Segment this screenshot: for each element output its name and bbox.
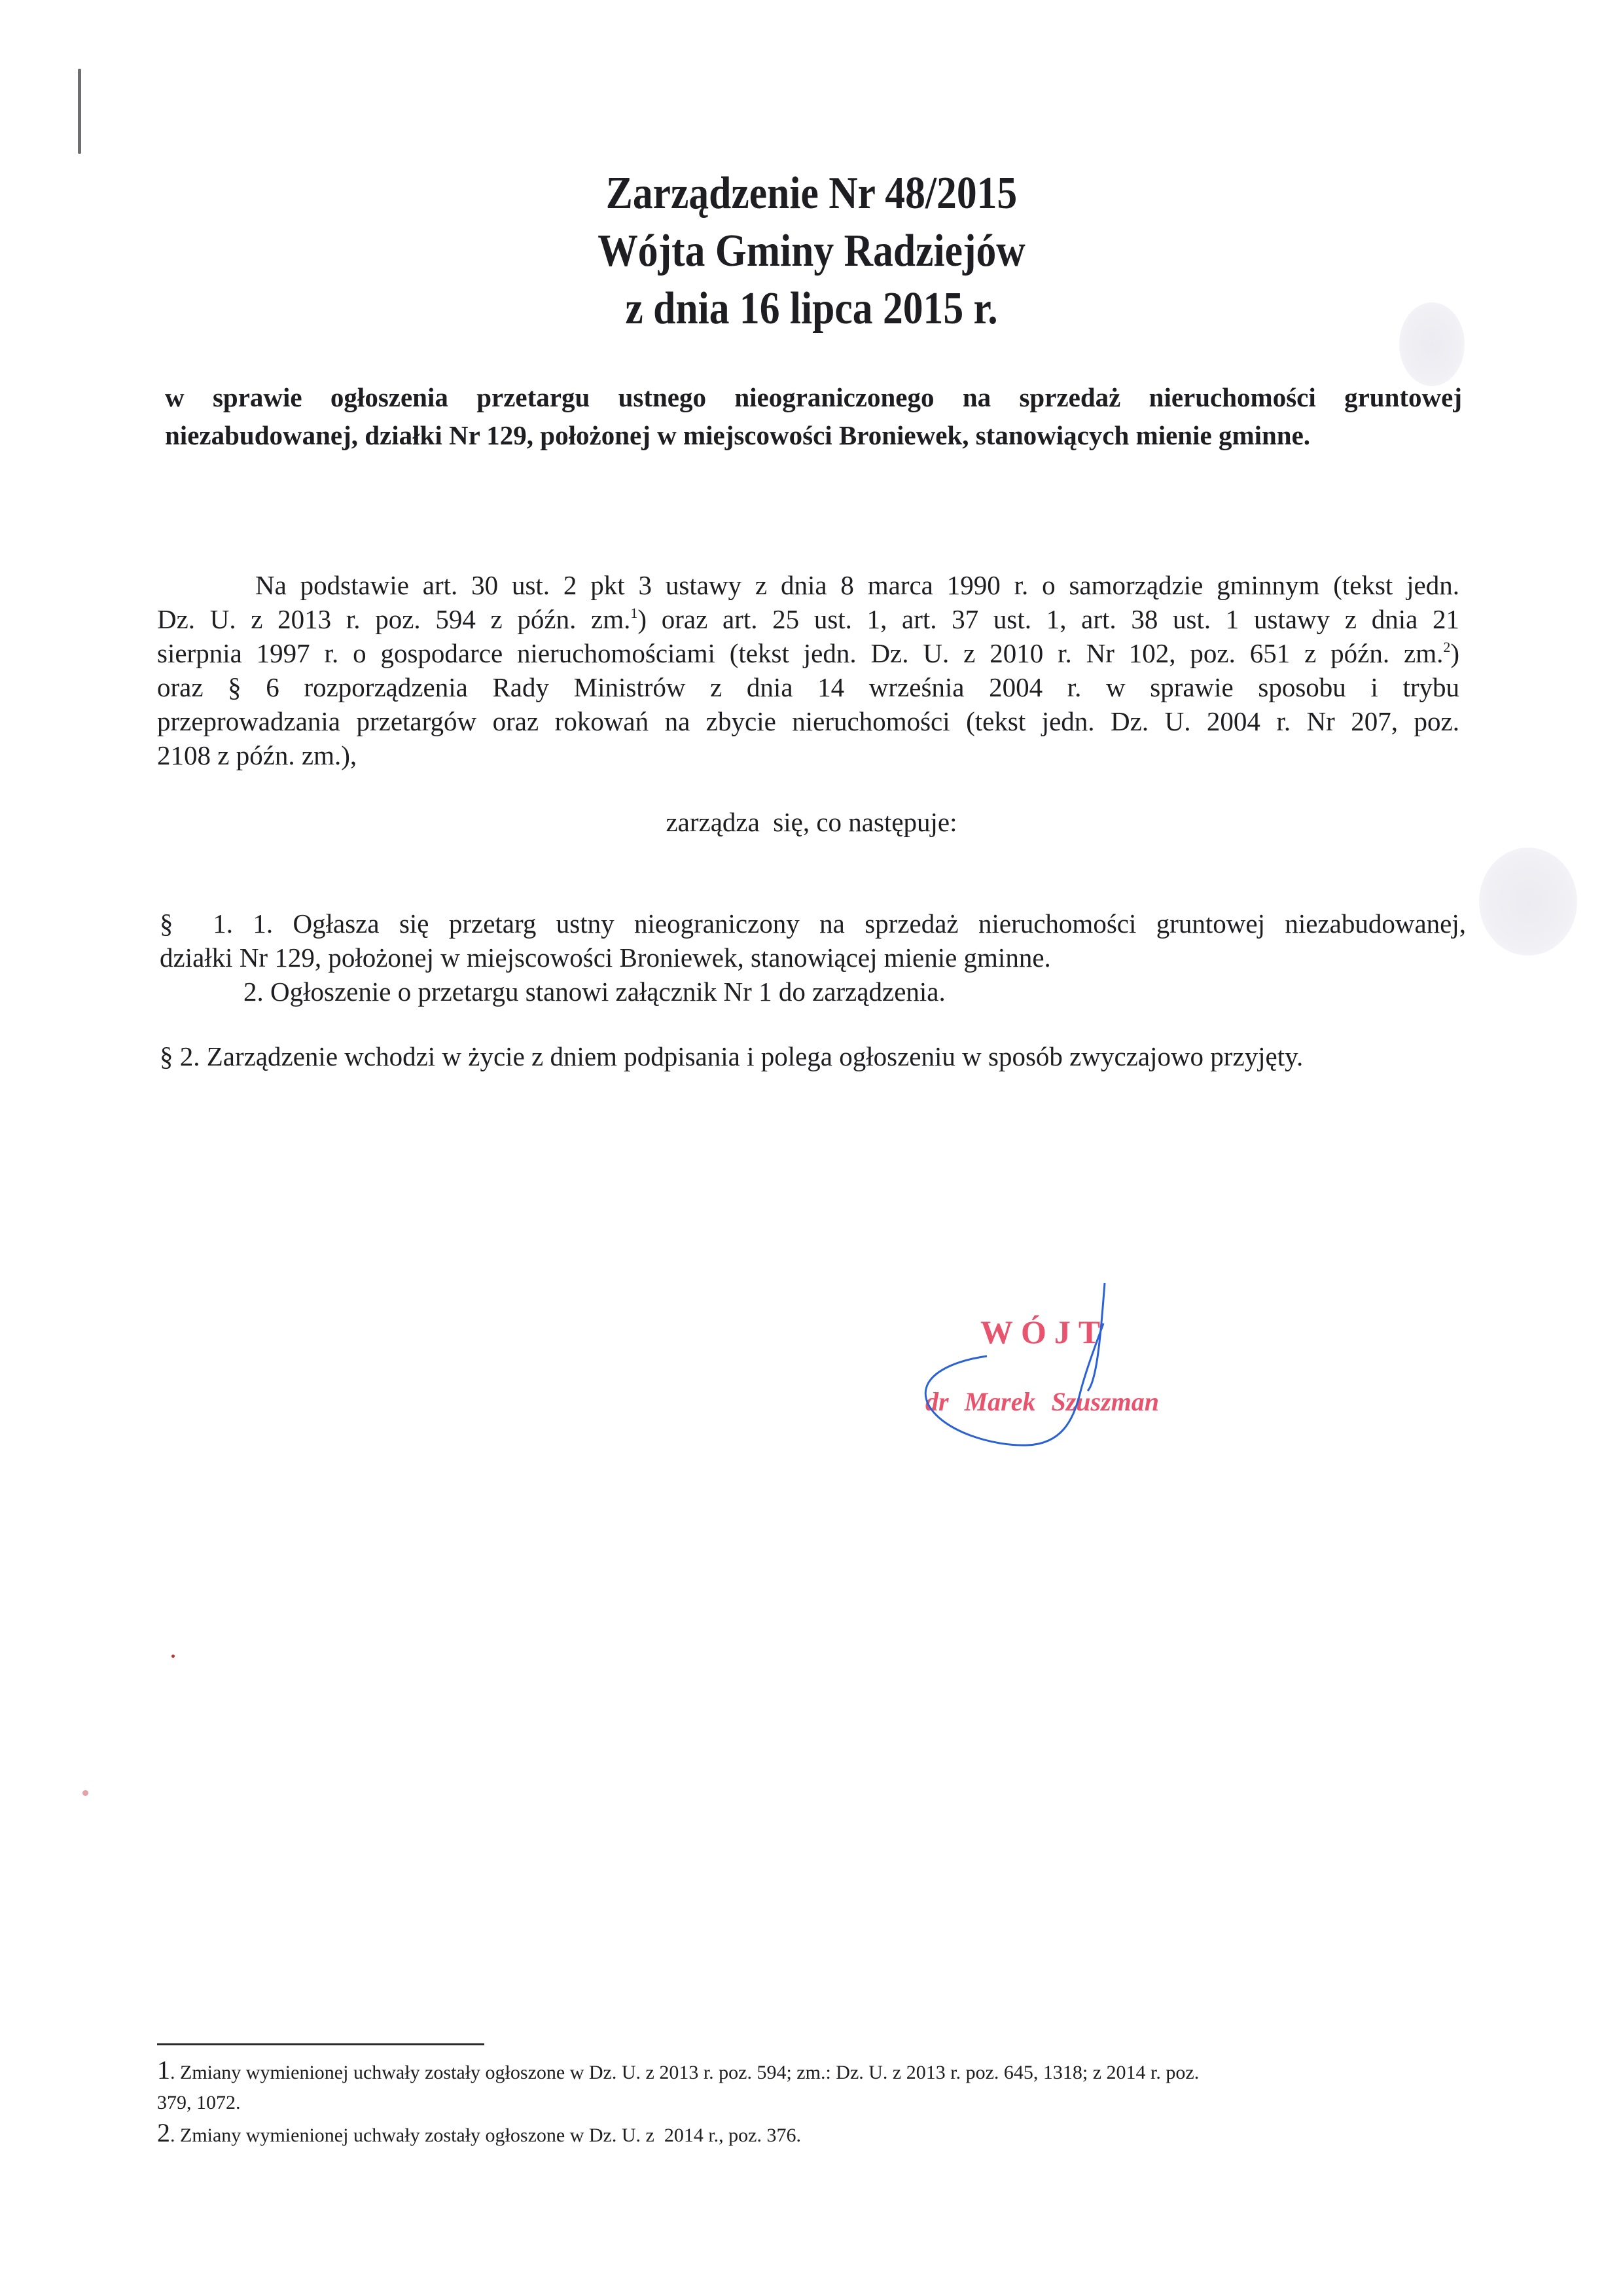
legal-text: sierpnia 1997 r. o gospodarce nieruchomościami (tekst jedn. Dz. U. z 2010 r. Nr 102, poz. 651 z późn. zm.	[157, 638, 1444, 668]
footnote-2	[157, 2118, 1466, 2151]
legal-basis-line: Na podstawie art. 30 ust. 2 pkt 3 ustawy z dnia 8 marca 1990 r. o samorządzie gminnym (tekst jedn.	[255, 570, 1459, 600]
paragraph-1-line: 2. Ogłoszenie o przetargu stanowi załącznik Nr 1 do zarządzenia.	[243, 977, 946, 1007]
footnotes	[157, 2055, 1466, 2151]
stamp-title: WÓJT	[980, 1314, 1109, 1350]
legal-basis-line: przeprowadzania przetargów oraz rokowań na zbycie nieruchomości (tekst jedn. Dz. U. 2004 r. Nr 207, poz.	[157, 706, 1459, 736]
footnote-number: 1	[157, 2055, 170, 2085]
signature-stroke	[925, 1323, 1103, 1445]
title-line: Zarządzenie Nr 48/2015	[605, 168, 1018, 219]
footnote-separator	[157, 2043, 484, 2045]
scan-speck	[82, 1790, 88, 1796]
scan-speck	[171, 1655, 175, 1658]
scan-blotch	[1479, 848, 1577, 956]
paragraph-1-line: działki Nr 129, położonej w miejscowości Broniewek, stanowiącej mienie gminne.	[160, 942, 1051, 973]
footnote-ref: 1	[630, 605, 638, 621]
legal-text: Dz. U. z 2013 r. poz. 594 z późn. zm.	[157, 604, 631, 634]
footnote-number: 2	[157, 2118, 170, 2147]
paragraph-1-line: § 1. 1. Ogłasza się przetarg ustny nieograniczony na sprzedaż nieruchomości gruntowej niezabudowanej,	[160, 908, 1466, 939]
legal-basis-line: 2108 z późn. zm.),	[157, 740, 357, 770]
legal-text: )	[1450, 638, 1459, 668]
subject-line: w sprawie ogłoszenia przetargu ustnego nieograniczonego na sprzedaż nieruchomości gruntowej	[165, 382, 1462, 412]
paragraph-1	[160, 906, 1466, 1009]
footnote-ref: 2	[1443, 639, 1451, 655]
legal-basis-line	[157, 602, 1459, 636]
stamp-name: dr Marek Szuszman	[925, 1387, 1160, 1416]
footnote-1-continued: 379, 1072.	[157, 2092, 241, 2113]
signature-stroke	[1088, 1283, 1105, 1391]
handwritten-signature	[890, 1257, 1230, 1466]
legal-basis-line	[157, 636, 1459, 670]
footnote-1	[157, 2055, 1466, 2088]
title-line: z dnia 16 lipca 2015 r.	[625, 283, 998, 334]
legal-text: ) oraz art. 25 ust. 1, art. 37 ust. 1, art. 38 ust. 1 ustawy z dnia 21	[637, 604, 1459, 634]
legal-basis-paragraph	[157, 568, 1459, 772]
paragraph-2: § 2. Zarządzenie wchodzi w życie z dniem podpisania i polega ogłoszeniu w sposób zwyczajowo przyjęty.	[160, 1041, 1304, 1071]
footnote-text: . Zmiany wymienionej uchwały zostały ogłoszone w Dz. U. z 2014 r., poz. 376.	[170, 2125, 801, 2146]
title-line: Wójta Gminy Radziejów	[597, 226, 1026, 276]
document-subject	[165, 378, 1462, 454]
footnote-text: . Zmiany wymienionej uchwały zostały ogłoszone w Dz. U. z 2013 r. poz. 594; zm.: Dz. U. z 2013 r. poz. 645, 1318; z 2014 r. poz.	[170, 2062, 1200, 2083]
subject-line: niezabudowanej, działki Nr 129, położonej w miejscowości Broniewek, stanowiących mienie gminne.	[165, 420, 1311, 450]
decree-phrase: zarządza się, co następuje:	[666, 807, 957, 837]
document-title	[98, 165, 1525, 338]
scan-margin-mark	[78, 69, 81, 154]
legal-basis-line: oraz § 6 rozporządzenia Rady Ministrów z dnia 14 września 2004 r. w sprawie sposobu i trybu	[157, 672, 1459, 702]
